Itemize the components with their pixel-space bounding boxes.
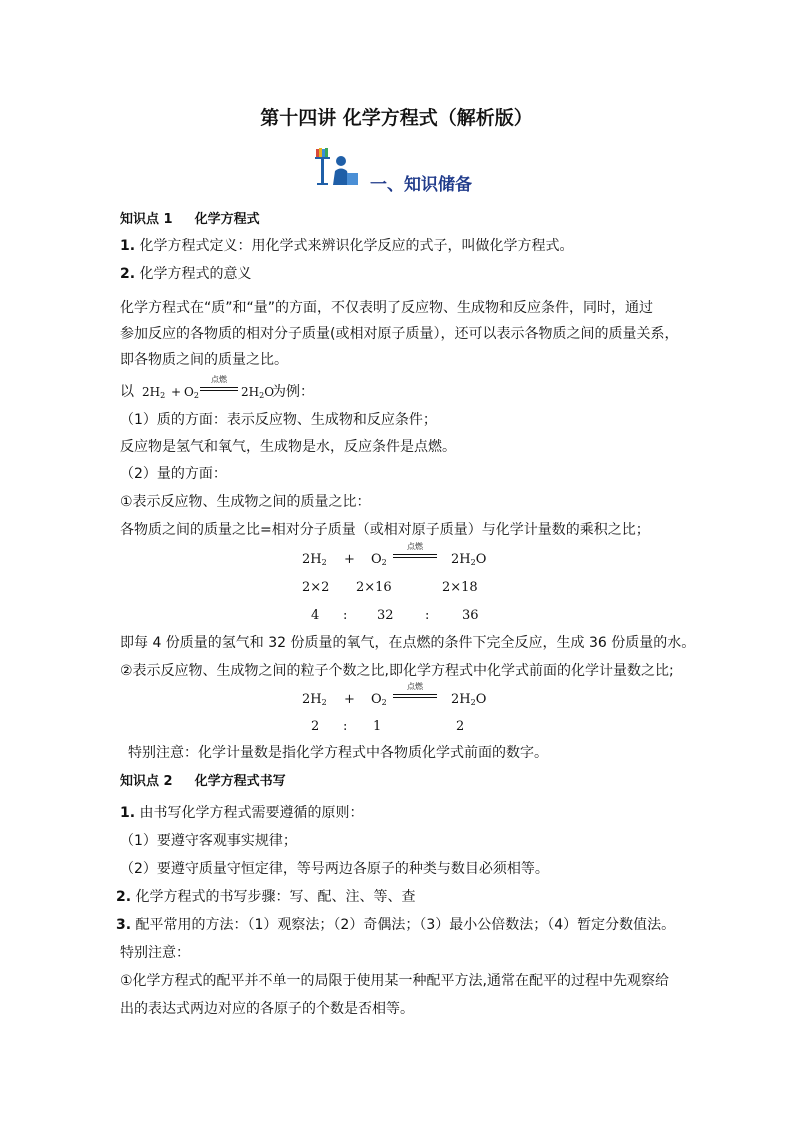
t1-product-h2o: $2H_2O$	[451, 552, 487, 567]
t1-calc-h2: 2×2	[302, 580, 330, 595]
t2-reaction-arrow: 点燃	[393, 684, 437, 700]
t1-calc-h2o: 2×18	[442, 580, 478, 595]
t2-ratio-colon: :	[343, 719, 348, 734]
t1-ratio-h2o: 36	[462, 608, 479, 623]
quantity-summary: 即每 4 份质量的氢气和 32 份质量的氧气，在点燃的条件下完全反应，生成 36 份质量的水。	[120, 635, 696, 651]
writing-steps: 2. 化学方程式的书写步骤：写、配、注、等、查	[116, 889, 416, 905]
definition: 1. 化学方程式定义：用化学式来辨识化学反应的式子，叫做化学方程式。	[120, 238, 574, 254]
t1-reaction-arrow: 点燃	[393, 544, 437, 560]
kp2-label: 知识点 2	[120, 774, 173, 789]
special-note-2-line-1: ①化学方程式的配平并不单一的局限于使用某一种配平方法,通常在配平的过程中先观察给	[120, 973, 669, 989]
t2-plus: +	[344, 692, 355, 707]
principles-heading: 1. 由书写化学方程式需要遵循的原则：	[120, 805, 364, 821]
balancing-methods: 3. 配平常用的方法：（1）观察法；（2）奇偶法；（3）最小公倍数法；（4）暂定分数值法。	[116, 917, 676, 933]
section-title: 一、知识储备	[370, 175, 472, 195]
t1-reactant-h2: $2H_2$	[302, 552, 327, 567]
knowledge-point-2	[120, 770, 286, 789]
special-note-2-heading: 特别注意：	[120, 945, 190, 961]
principle-item-2: （2）要遵守质量守恒定律，等号两边各原子的种类与数目必须相等。	[120, 861, 549, 877]
example-plus: +	[171, 385, 182, 399]
example-reactant-h2: $2H_2$	[142, 385, 166, 400]
quality-heading: （1）质的方面：表示反应物、生成物和反应条件；	[120, 412, 437, 428]
kp1-title: 化学方程式	[194, 212, 260, 227]
t1-ratio-colon-2: :	[425, 608, 430, 623]
quantity-item-1-detail: 各物质之间的质量之比=相对分子质量（或相对原子质量）与化学计量数的乘积之比；	[120, 522, 650, 538]
special-note-1: 特别注意：化学计量数是指化学方程式中各物质化学式前面的数字。	[128, 745, 548, 761]
meaning-para-line-3: 即各物质之间的质量之比。	[120, 352, 288, 368]
t2-reactant-o2: $O_2$	[371, 692, 387, 707]
t2-product-h2o: $2H_2O$	[451, 692, 487, 707]
special-note-2-line-2: 出的表达式两边对应的各原子的个数是否相等。	[120, 1001, 414, 1017]
page-title: 第十四讲 化学方程式（解析版）	[260, 107, 533, 129]
meaning-heading: 2. 化学方程式的意义	[120, 266, 252, 282]
knowledge-point-1	[120, 208, 260, 227]
t1-reactant-o2: $O_2$	[371, 552, 387, 567]
t2-ratio-o2: 1	[373, 719, 382, 734]
reading-person-icon	[314, 147, 360, 187]
t2-ratio-h2: 2	[311, 719, 320, 734]
t2-ratio-h2o: 2	[456, 719, 465, 734]
t1-plus: +	[344, 552, 355, 567]
quality-detail: 反应物是氢气和氧气，生成物是水，反应条件是点燃。	[120, 439, 456, 455]
t1-ratio-colon-1: :	[343, 608, 348, 623]
t1-calc-o2: 2×16	[356, 580, 392, 595]
kp2-title: 化学方程式书写	[194, 774, 286, 789]
t1-ratio-h2: 4	[311, 608, 320, 623]
quantity-item-2: ②表示反应物、生成物之间的粒子个数之比,即化学方程式中化学式前面的化学计量数之比;	[120, 663, 674, 679]
meaning-para-line-1: 化学方程式在“质”和“量”的方面，不仅表明了反应物、生成物和反应条件，同时，通过	[120, 300, 654, 316]
example-reaction-arrow: 点燃	[200, 377, 238, 393]
t1-ratio-o2: 32	[377, 608, 394, 623]
t2-reactant-h2: $2H_2$	[302, 692, 327, 707]
meaning-para-line-2: 参加反应的各物质的相对分子质量(或相对原子质量），还可以表示各物质之间的质量关系，	[120, 326, 679, 342]
example-suffix: 为例：	[272, 384, 314, 400]
kp1-label: 知识点 1	[120, 212, 173, 227]
quantity-heading: （2）量的方面：	[120, 466, 227, 482]
quantity-item-1: ①表示反应物、生成物之间的质量之比：	[120, 494, 371, 510]
example-product-h2o: $2H_2O$	[241, 385, 275, 400]
principle-item-1: （1）要遵守客观事实规律；	[120, 833, 297, 849]
example-prefix: 以	[120, 384, 134, 400]
example-reactant-o2: $O_2$	[184, 385, 199, 400]
